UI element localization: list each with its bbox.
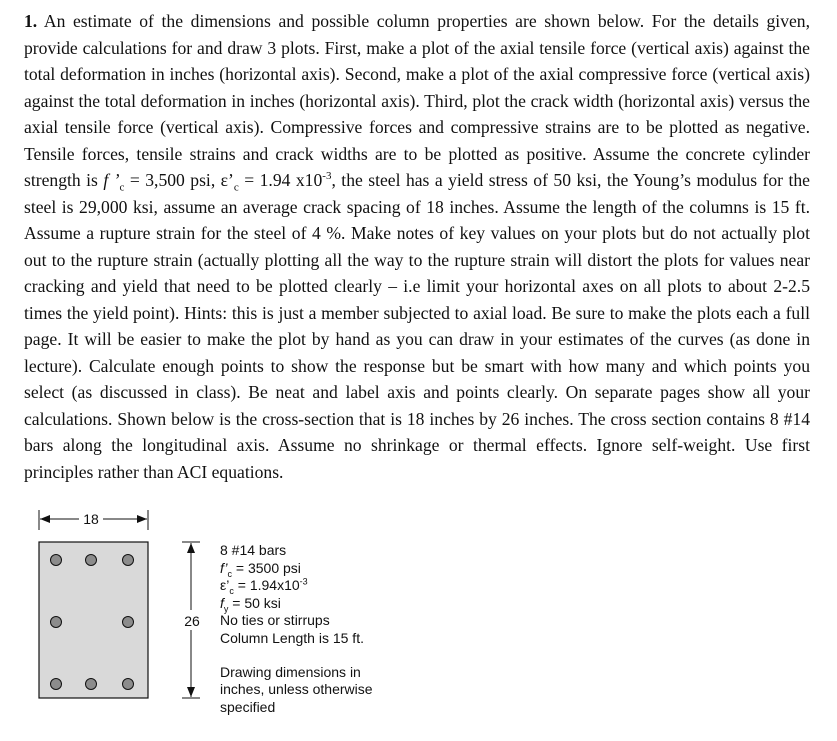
rebar xyxy=(86,679,97,690)
rebar xyxy=(51,555,62,566)
rebar xyxy=(86,555,97,566)
note-ec-label: ε’ xyxy=(220,577,230,594)
rebar xyxy=(123,679,134,690)
rebar xyxy=(51,679,62,690)
height-label: 26 xyxy=(184,613,200,629)
problem-number: 1. xyxy=(24,11,38,31)
note-ties: No ties or stirrups xyxy=(220,612,330,629)
note-drawing-3: specified xyxy=(220,698,276,715)
fc-value: = 3,500 psi, xyxy=(124,170,221,190)
rebar xyxy=(123,555,134,566)
problem-statement xyxy=(24,8,810,485)
ec-symbol: ε’ xyxy=(220,170,234,190)
note-fy-value: = 50 ksi xyxy=(228,594,281,611)
note-fy-label: f xyxy=(220,594,224,611)
note-length: Column Length is 15 ft. xyxy=(220,629,364,646)
note-fc-sub: c xyxy=(227,568,233,579)
problem-rest: , the steel has a yield stress of 50 ksi, the Young’s modulus for the steel is 29,000 ksi, assume an average crack spacing of 18 inches. Assume the length of the columns is 15 ft. Assume a rupture strain for the steel of 4 %. Make notes of key values on your plots but do not actually plot out to the rupture strain (actually plotting all the way to the rupture strain will distort the plots for values near cracking and yield that need to be plotted clearly – i.e limit your horizontal axes on all plots to about 2-2.5 times the yield point). Hints: this is just a member subjected to axial load. Be sure to make the plots each a full page. It will be easier to make the plot by hand as you can draw in your estimates of the curves (as done in lecture). Calculate enough points to show the response but be smart with how many and which points you select (as discussed in class). Be neat and label axis and points clearly. On separate pages show all your calculations. Shown below is the cross-section that is 18 inches by 26 inches. The cross section contains 8 #14 bars along the longitudinal axis. Assume no shrinkage or thermal effects. Ignore self-weight. Use first principles rather than ACI equations. xyxy=(24,170,810,482)
note-ec-sub: c xyxy=(229,585,234,596)
rebar xyxy=(123,617,134,628)
width-dimension xyxy=(39,510,148,530)
ec-value: = 1.94 x10 xyxy=(238,170,323,190)
note-fy xyxy=(220,595,420,613)
note-fc-value: = 3500 psi xyxy=(232,559,301,576)
note-bars: 8 #14 bars xyxy=(220,542,287,558)
note-fy-sub: y xyxy=(223,603,229,614)
width-label: 18 xyxy=(83,511,99,527)
fc-symbol: f ’ xyxy=(103,170,120,190)
problem-intro: An estimate of the dimensions and possible column properties are shown below. For the details given, provide calculations for and draw 3 plots. First, make a plot of the axial tensile force (vertical axis) against the total deformation in inches (horizontal axis). Second, make a plot of the axial compressive force (vertical axis) against the total deformation in inches (horizontal axis). Third, plot the crack width (horizontal axis) versus the axial tensile force (vertical axis). Compressive forces and compressive strains are to be plotted as negative. Tensile forces, tensile strains and crack widths are to be plotted as positive. Assume the concrete cylinder strength is xyxy=(24,11,810,190)
note-drawing-2: inches, unless otherwise xyxy=(220,681,373,698)
note-ec-exp: -3 xyxy=(299,576,308,587)
height-dimension xyxy=(182,542,200,698)
note-fc xyxy=(220,560,420,578)
note-drawing-1: Drawing dimensions in xyxy=(220,663,361,680)
fc-subscript: c xyxy=(119,181,125,194)
note-ec-value: = 1.94x10 xyxy=(233,577,300,594)
concrete-section xyxy=(39,542,148,698)
rebar xyxy=(51,617,62,628)
notes-gap xyxy=(220,648,420,664)
note-ec xyxy=(220,577,420,595)
ec-exponent: -3 xyxy=(322,170,332,183)
section-notes xyxy=(220,542,420,716)
rebar-group xyxy=(51,555,134,690)
ec-subscript: c xyxy=(233,181,239,194)
note-fc-label: f’ xyxy=(220,559,228,576)
